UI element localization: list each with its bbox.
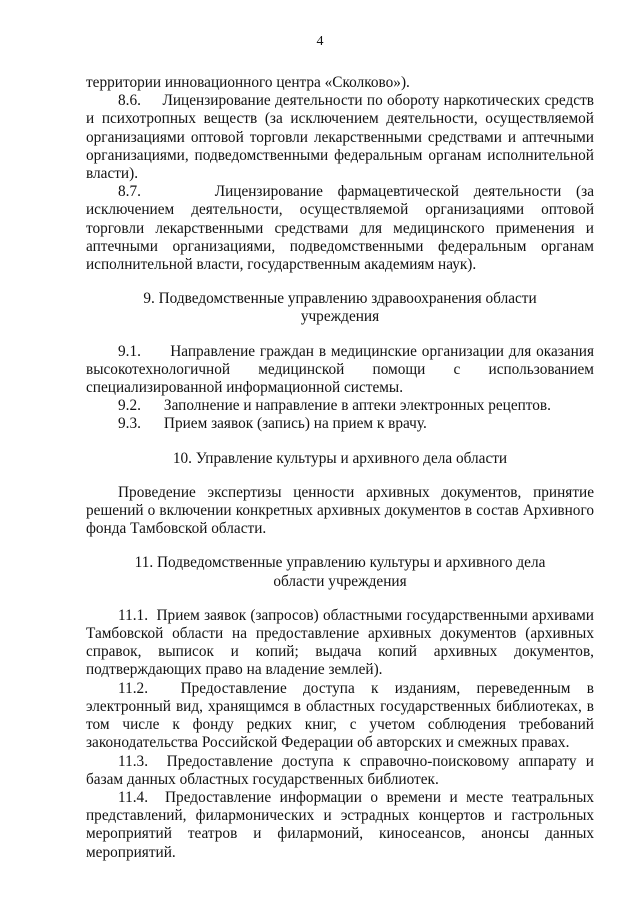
item-number: 11.1. [118,606,149,624]
item-number: 9.1. [118,342,141,360]
item-text: Прием заявок (запросов) областными государственными архивами Тамбовской области на предоставление архивных документов (архивных справок, выписок и копий; выдача копий архивных документов, подтверждающих право на владение землей). [86,606,594,679]
item-8-6 [86,92,594,183]
item-number: 11.4. [118,788,149,806]
item-text: Заполнение и направление в аптеки электронных рецептов. [163,397,551,415]
item-11-2 [86,680,594,753]
section-9-heading-line1: 9. Подведомственные управлению здравоохранения области [143,290,537,308]
section-9-heading-line2: учреждения [300,308,380,326]
item-11-4 [86,789,594,862]
item-text: Предоставление доступа к справочно-поисковому аппарату и базам данных областных государственных библиотек. [86,752,594,788]
item-number: 8.6. [118,92,141,110]
intro-text: территории инновационного центра «Сколково»). [86,74,410,91]
item-number: 11.2. [118,679,149,697]
page-number: 4 [316,34,324,49]
document-body [86,74,594,862]
item-text: Предоставление информации о времени и месте театральных представлений, филармонических и эстрадных концертов и гастрольных мероприятий театров и филармоний, киносеансов, анонсы данных мероприятий. [86,788,594,861]
item-text: Лицензирование деятельности по обороту наркотических средств и психотропных веществ (за исключением деятельности, осуществляемой организациями оптовой торговли лекарственными средствами и аптечными организациями, подведомственными федеральным органам исполнительной власти). [86,92,594,183]
item-11-3 [86,753,594,789]
item-number: 9.2. [118,397,141,415]
item-9-3 [86,415,594,433]
item-text: Лицензирование фармацевтической деятельности (за исключением деятельности, осуществляемой организациями оптовой торговли лекарственными средствами для медицинского применения и аптечными организациями, подведомственными федеральным органам исполнительной власти, государственным академиям наук). [86,183,594,274]
item-text: Прием заявок (запись) на прием к врачу. [163,415,427,433]
section-11-heading-line2: области учреждения [273,572,407,590]
item-number: 11.3. [118,752,149,770]
section-10-heading: 10. Управление культуры и архивного дела области [172,449,508,467]
section-11-heading-line1: 11. Подведомственные управлению культуры и архивного дела [134,554,546,572]
item-text: Предоставление доступа к изданиям, переведенным в электронный вид, хранящимся в областных государственных библиотеках, в том числе к фонду редких книг, с учетом соблюдения требований законодательства Российской Федерации об авторских и смежных правах. [86,679,594,752]
item-number: 9.3. [118,415,141,433]
item-number: 8.7. [118,183,141,201]
item-9-1 [86,343,594,398]
item-11-1 [86,607,594,680]
item-9-2 [86,397,594,415]
item-text: Направление граждан в медицинские организации для оказания высокотехнологичной медицинской помощи с использованием специализированной информационной системы. [86,342,594,397]
item-8-7 [86,183,594,274]
section-10-paragraph: Проведение экспертизы ценности архивных документов, принятие решений о включении конкретных архивных документов в состав Архивного фонда Тамбовской области. [86,483,594,538]
